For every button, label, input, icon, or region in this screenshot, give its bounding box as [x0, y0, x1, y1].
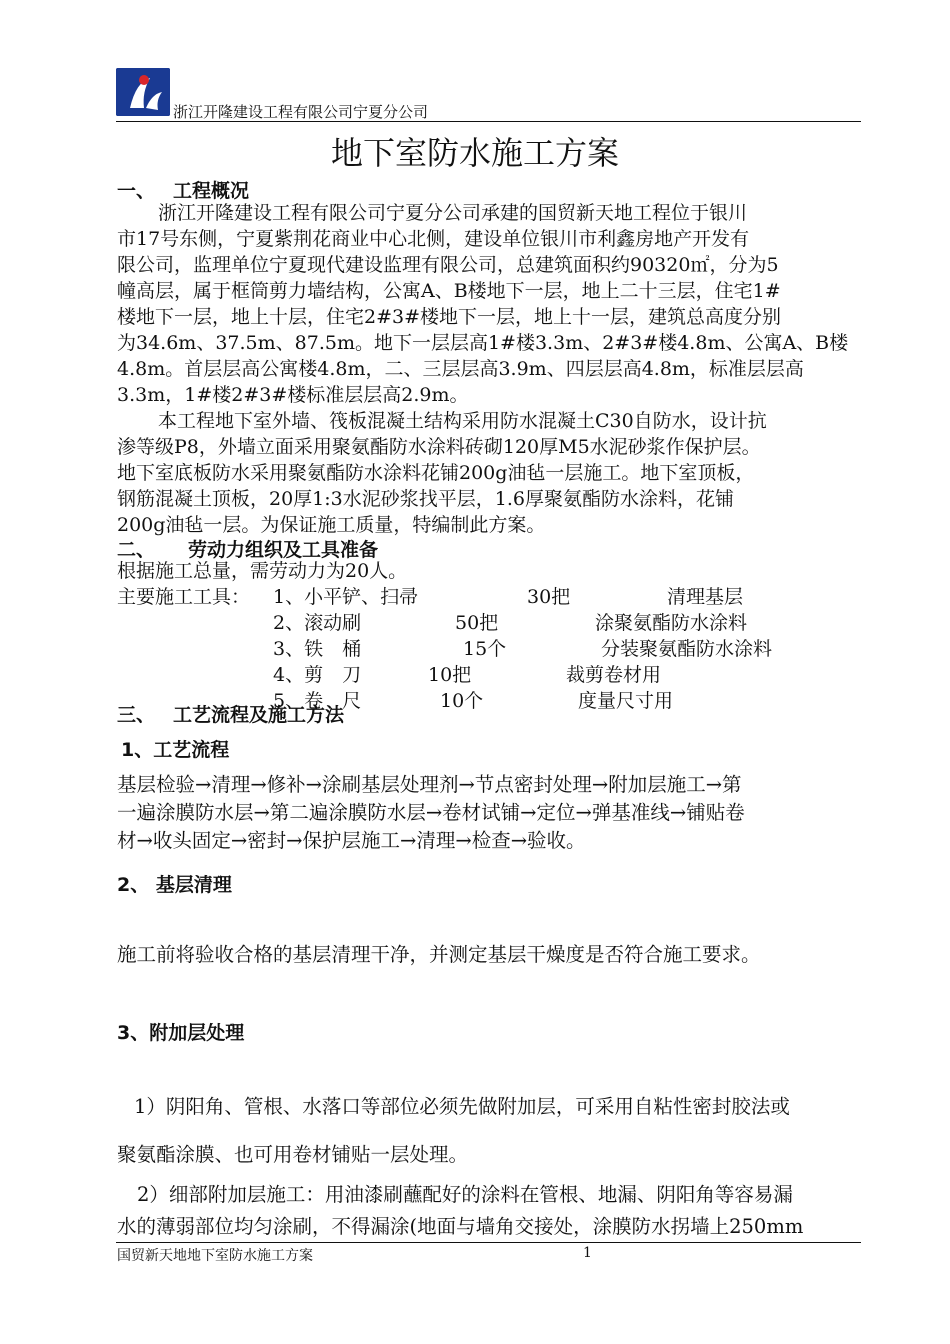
- cleaning-text: 施工前将验收合格的基层清理干净，并测定基层干燥度是否符合施工要求。: [117, 943, 761, 966]
- tool-name: 3、铁 桶: [273, 638, 362, 660]
- tool-name: 1、小平铲、扫帚: [273, 586, 419, 608]
- additional-layer-item-2-line-1: 2）细部附加层施工：用油漆刷蘸配好的涂料在管根、地漏、阴阳角等容易漏: [137, 1183, 793, 1206]
- header-divider: [116, 121, 861, 122]
- labor-text: 根据施工总量，需劳动力为20人。: [117, 560, 408, 582]
- tools-label: 主要施工工具：: [117, 586, 251, 608]
- section-2-title: 劳动力组织及工具准备: [188, 539, 379, 561]
- header-company-name: 浙江开隆建设工程有限公司宁夏分公司: [173, 103, 429, 121]
- tool-name: 5、卷 尺: [273, 690, 362, 712]
- text-line: 3.3m，1#楼2#3#楼标准层层高2.9m。: [117, 384, 469, 406]
- text-line: 基层检验→清理→修补→涂刷基层处理剂→节点密封处理→附加层施工→第: [117, 773, 742, 796]
- text-line: 浙江开隆建设工程有限公司宁夏分公司承建的国贸新天地工程位于银川: [158, 202, 748, 224]
- tool-qty: 10把: [428, 664, 472, 686]
- tool-qty: 30把: [527, 586, 571, 608]
- text-line: 幢高层，属于框筒剪力墙结构，公寓A、B楼地下一层，地上二十三层，住宅1#: [117, 280, 781, 302]
- tool-qty: 10个: [440, 690, 484, 712]
- text-line: 一遍涂膜防水层→第二遍涂膜防水层→卷材试铺→定位→弹基准线→铺贴卷: [117, 801, 745, 824]
- text-line: 限公司，监理单位宁夏现代建设监理有限公司，总建筑面积约90320㎡，分为5: [117, 254, 779, 276]
- page-title: 地下室防水施工方案: [330, 134, 619, 172]
- tool-name: 4、剪 刀: [273, 664, 362, 686]
- logo-icon: [116, 68, 170, 116]
- text-line: 200g油毡一层。为保证施工质量，特编制此方案。: [117, 514, 546, 536]
- tool-use: 度量尺寸用: [578, 690, 674, 712]
- text-line: 渗等级P8，外墙立面采用聚氨酯防水涂料砖砌120厚M5水泥砂浆作保护层。: [117, 436, 761, 458]
- footer-page-number: 1: [583, 1245, 592, 1261]
- section-1-number: 一、: [117, 180, 156, 202]
- tool-qty: 15个: [463, 638, 507, 660]
- tool-use: 裁剪卷材用: [566, 664, 662, 686]
- subsection-cleaning-heading: 2、 基层清理: [117, 874, 232, 896]
- text-line: 钢筋混凝土顶板，20厚1:3水泥砂浆找平层，1.6厚聚氨酯防水涂料，花铺: [117, 488, 734, 510]
- section-3-number: 三、: [117, 704, 156, 726]
- text-line: 市17号东侧，宁夏紫荆花商业中心北侧，建设单位银川市利鑫房地产开发有: [117, 228, 750, 250]
- text-line: 楼地下一层，地上十层，住宅2#3#楼地下一层，地上十一层，建筑总高度分别: [117, 306, 782, 328]
- tool-use: 涂聚氨酯防水涂料: [595, 612, 748, 634]
- section-2-number: 二、: [117, 539, 156, 561]
- company-logo: [116, 68, 170, 116]
- text-line: 4.8m。首层层高公寓楼4.8m，二、三层层高3.9m、四层层高4.8m，标准层层高: [117, 358, 804, 380]
- text-line: 地下室底板防水采用聚氨酯防水涂料花铺200g油毡一层施工。地下室顶板，: [117, 462, 755, 484]
- subsection-process-heading: 1、工艺流程: [121, 739, 230, 761]
- tool-use: 清理基层: [667, 586, 744, 608]
- tool-name: 2、滚动刷: [273, 612, 362, 634]
- footer-document-title: 国贸新天地地下室防水施工方案: [117, 1248, 313, 1264]
- subsection-additional-layer-heading: 3、附加层处理: [117, 1022, 245, 1044]
- tool-use: 分装聚氨酯防水涂料: [601, 638, 773, 660]
- additional-layer-item-1-line-2: 聚氨酯涂膜、也可用卷材铺贴一层处理。: [117, 1143, 469, 1166]
- text-line: 本工程地下室外墙、筏板混凝土结构采用防水混凝土C30自防水，设计抗: [158, 410, 767, 432]
- text-line: 材→收头固定→密封→保护层施工→清理→检查→验收。: [117, 829, 586, 852]
- section-3-title: 工艺流程及施工方法: [173, 704, 345, 726]
- tool-qty: 50把: [455, 612, 499, 634]
- section-1-title: 工程概况: [173, 180, 250, 202]
- text-line: 为34.6m、37.5m、87.5m。地下一层层高1#楼3.3m、2#3#楼4.8m、公寓A、B楼: [117, 332, 849, 354]
- additional-layer-item-1-line-1: 1）阴阳角、管根、水落口等部位必须先做附加层，可采用自粘性密封胶法或: [134, 1095, 790, 1118]
- additional-layer-item-2-line-2: 水的薄弱部位均匀涂刷，不得漏涂(地面与墙角交接处，涂膜防水拐墙上250mm: [117, 1215, 804, 1238]
- footer-divider: [116, 1242, 861, 1243]
